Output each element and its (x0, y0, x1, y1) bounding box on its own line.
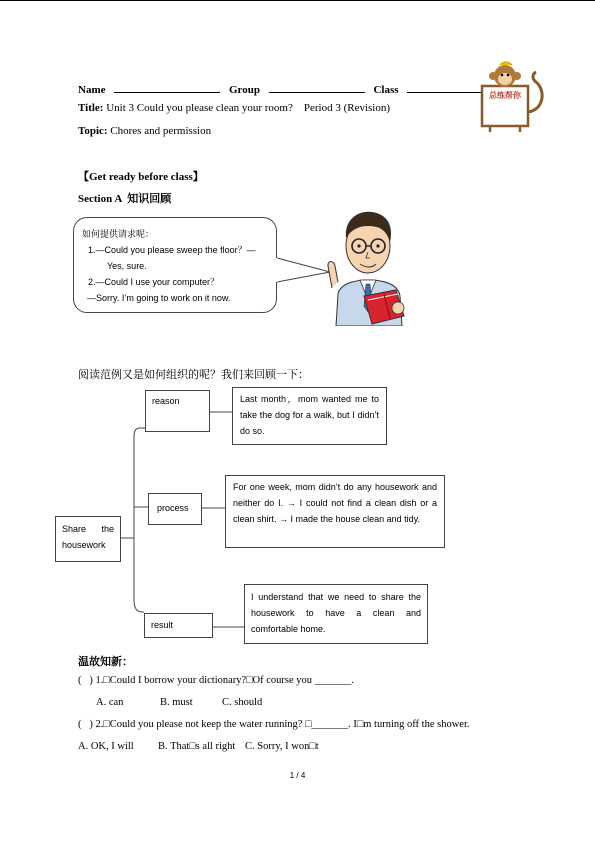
get-ready-heading: 【Get ready before class】 (78, 171, 204, 183)
q2-option-a: A. OK, I will (78, 741, 134, 752)
reason-detail: Last month，mom wanted me to take the dog for a walk, but I didn’t do so. (240, 394, 379, 436)
bubble-line-4: 2.—Could I use your computer？ (88, 277, 220, 287)
result-label: result (151, 620, 174, 630)
title-text: Unit 3 Could you please clean your room? Period 3 (Revision) (106, 102, 391, 114)
bubble-line-2: 1.—Could you please sweep the floor？— (88, 245, 256, 255)
q2-option-c: C. Sorry, I won□t (245, 741, 319, 752)
topic-text: Chores and permission (110, 125, 212, 137)
root-box (55, 516, 121, 562)
section-a-heading: Section A 知识回顾 (78, 193, 172, 205)
title-label: Title: (78, 102, 104, 114)
q1-option-b: B. must (160, 697, 193, 708)
bubble-line-3: Yes, sure. (107, 261, 147, 271)
reason-label: reason (152, 396, 180, 406)
result-box (144, 613, 213, 638)
result-detail: I understand that we need to share the housework to have a clean and comfortable home. (251, 592, 421, 634)
question-2: ( ) 2.□Could you please not keep the water running? □_______. I□m turning off the shower. (78, 719, 470, 730)
review-intro: 阅读范例又是如何组织的呢？我们来回顾一下： (78, 369, 309, 381)
bubble-line-1: 如何提供请求呢： (82, 229, 155, 239)
process-label: process (157, 503, 189, 513)
root-label: Share the housework (62, 524, 114, 550)
exercise-heading: 温故知新： (78, 656, 133, 668)
class-label: Class (373, 84, 399, 96)
process-detail-box (225, 475, 445, 548)
page-number: 1 / 4 (289, 771, 306, 780)
logo-text: 总练帮你 (489, 91, 521, 100)
q2-option-b: B. That□s all right (158, 741, 236, 752)
q1-option-a: A. can (96, 697, 124, 708)
q1-option-c: C. should (222, 697, 263, 708)
process-box (148, 493, 202, 525)
reason-box (145, 390, 210, 432)
process-detail: For one week, mom didn’t do any housework and neither do I. → I could not find a clean dish or a clean shirt. → I made the house clean and tidy. (233, 482, 437, 524)
result-detail-box (244, 584, 428, 644)
reason-detail-box (232, 387, 387, 445)
question-1: ( ) 1.□Could I borrow your dictionary?□Of course you _______. (78, 675, 355, 686)
bubble-line-5: —Sorry. I’m going to work on it now. (87, 293, 231, 303)
name-label: Name (78, 84, 106, 96)
topic-label: Topic: (78, 125, 108, 137)
group-label: Group (229, 84, 260, 96)
